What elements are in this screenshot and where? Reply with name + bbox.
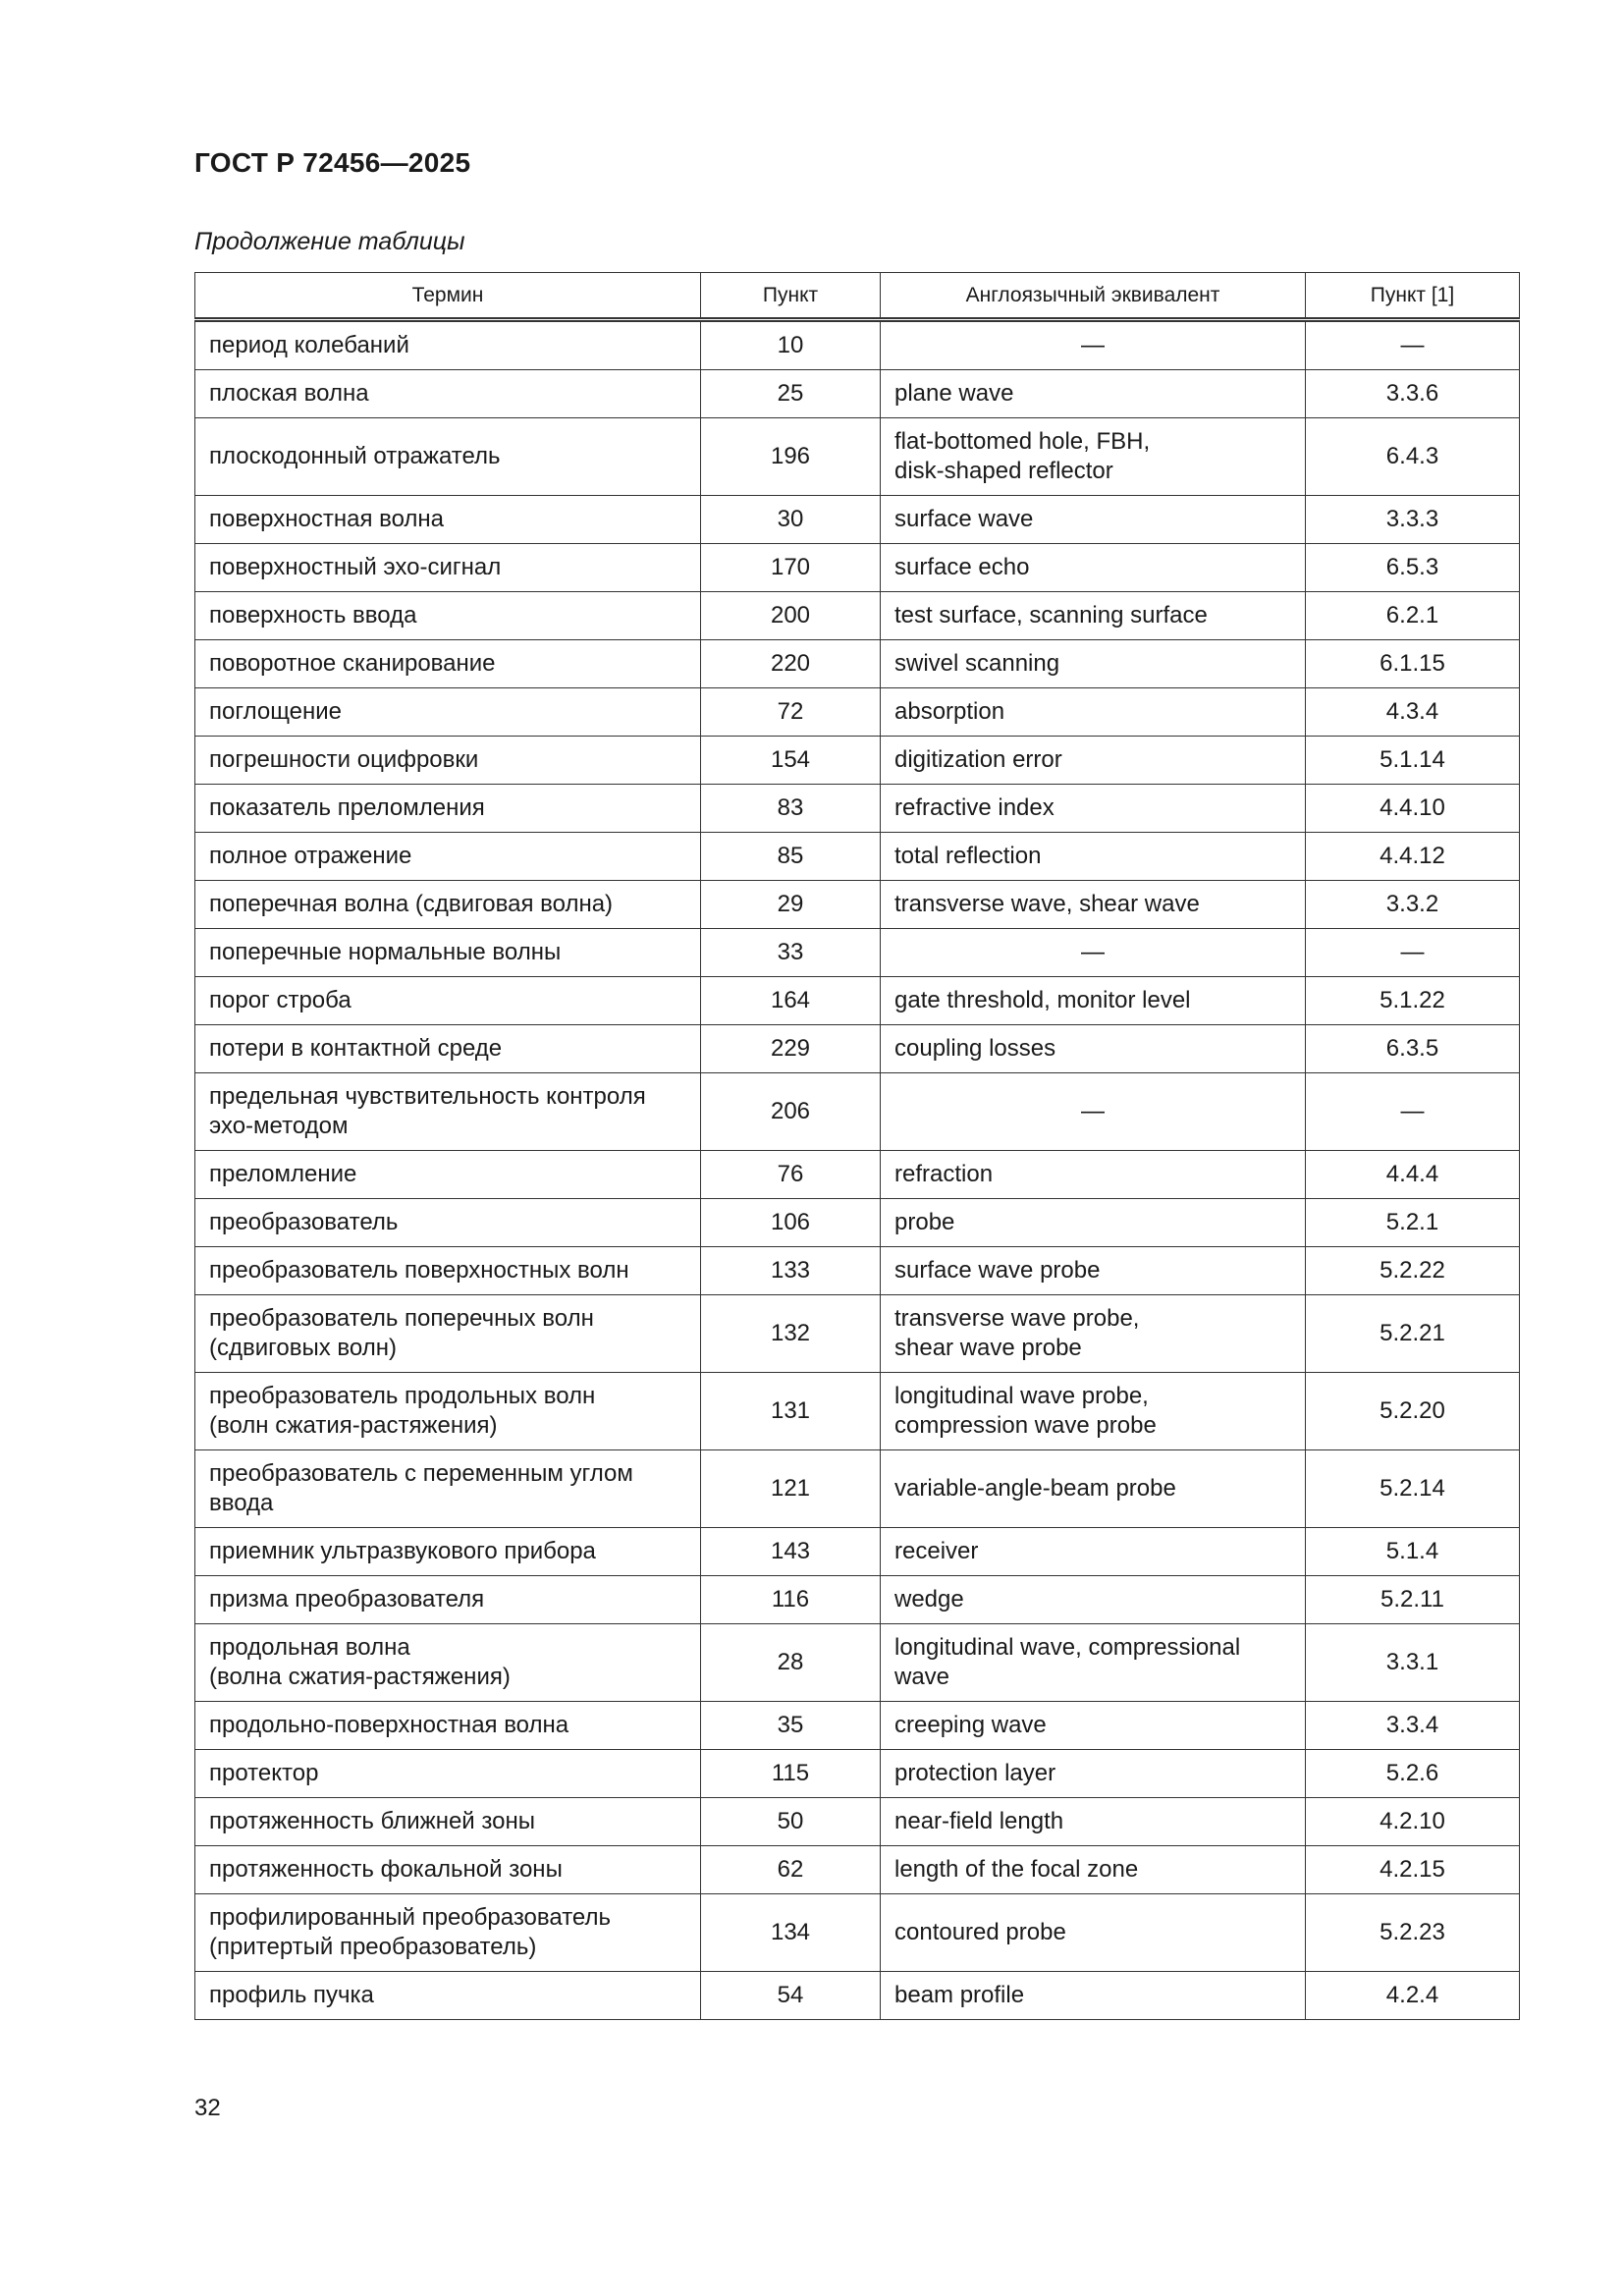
term-cell: поперечные нормальные волны: [195, 929, 701, 977]
clause-cell: 62: [701, 1846, 881, 1894]
column-header-term: Термин: [195, 273, 701, 320]
reference-clause-cell: 5.2.11: [1306, 1576, 1520, 1624]
table-row: [195, 640, 1520, 688]
term-cell: преобразователь поверхностных волн: [195, 1247, 701, 1295]
table-row: [195, 929, 1520, 977]
english-equivalent-cell: —: [881, 1073, 1306, 1151]
reference-clause-cell: 5.2.6: [1306, 1750, 1520, 1798]
clause-cell: 33: [701, 929, 881, 977]
table-row: [195, 370, 1520, 418]
term-cell: поверхностный эхо-сигнал: [195, 544, 701, 592]
clause-cell: 72: [701, 688, 881, 737]
clause-cell: 50: [701, 1798, 881, 1846]
english-equivalent-cell: refractive index: [881, 785, 1306, 833]
reference-clause-cell: 5.2.20: [1306, 1373, 1520, 1450]
clause-cell: 121: [701, 1450, 881, 1528]
english-equivalent-cell: transverse wave, shear wave: [881, 881, 1306, 929]
table-row: [195, 1624, 1520, 1702]
table-row: [195, 1972, 1520, 2020]
reference-clause-cell: 4.4.10: [1306, 785, 1520, 833]
terms-table: [194, 272, 1520, 2020]
clause-cell: 85: [701, 833, 881, 881]
table-row: [195, 688, 1520, 737]
clause-cell: 54: [701, 1972, 881, 2020]
table-row: [195, 1798, 1520, 1846]
term-cell: полное отражение: [195, 833, 701, 881]
reference-clause-cell: 5.2.14: [1306, 1450, 1520, 1528]
clause-cell: 28: [701, 1624, 881, 1702]
clause-cell: 25: [701, 370, 881, 418]
term-cell: порог строба: [195, 977, 701, 1025]
clause-cell: 10: [701, 320, 881, 370]
english-equivalent-cell: transverse wave probe, shear wave probe: [881, 1295, 1306, 1373]
term-cell: протяженность фокальной зоны: [195, 1846, 701, 1894]
clause-cell: 134: [701, 1894, 881, 1972]
english-equivalent-cell: surface wave: [881, 496, 1306, 544]
table-row: [195, 1528, 1520, 1576]
term-cell: продольная волна (волна сжатия-растяжения): [195, 1624, 701, 1702]
english-equivalent-cell: longitudinal wave, compressional wave: [881, 1624, 1306, 1702]
term-cell: профилированный преобразователь (притертый преобразователь): [195, 1894, 701, 1972]
reference-clause-cell: 6.3.5: [1306, 1025, 1520, 1073]
term-cell: преобразователь с переменным углом ввода: [195, 1450, 701, 1528]
term-cell: поглощение: [195, 688, 701, 737]
english-equivalent-cell: swivel scanning: [881, 640, 1306, 688]
english-equivalent-cell: surface wave probe: [881, 1247, 1306, 1295]
table-row: [195, 1199, 1520, 1247]
clause-cell: 229: [701, 1025, 881, 1073]
english-equivalent-cell: refraction: [881, 1151, 1306, 1199]
clause-cell: 131: [701, 1373, 881, 1450]
reference-clause-cell: 3.3.6: [1306, 370, 1520, 418]
english-equivalent-cell: —: [881, 929, 1306, 977]
term-cell: период колебаний: [195, 320, 701, 370]
clause-cell: 154: [701, 737, 881, 785]
clause-cell: 115: [701, 1750, 881, 1798]
term-cell: протектор: [195, 1750, 701, 1798]
clause-cell: 132: [701, 1295, 881, 1373]
table-row: [195, 592, 1520, 640]
table-row: [195, 1894, 1520, 1972]
english-equivalent-cell: wedge: [881, 1576, 1306, 1624]
term-cell: приемник ультразвукового прибора: [195, 1528, 701, 1576]
table-row: [195, 1450, 1520, 1528]
english-equivalent-cell: gate threshold, monitor level: [881, 977, 1306, 1025]
clause-cell: 106: [701, 1199, 881, 1247]
table-row: [195, 418, 1520, 496]
reference-clause-cell: 5.2.23: [1306, 1894, 1520, 1972]
english-equivalent-cell: flat-bottomed hole, FBH, disk-shaped reflector: [881, 418, 1306, 496]
clause-cell: 143: [701, 1528, 881, 1576]
english-equivalent-cell: —: [881, 320, 1306, 370]
table-row: [195, 1073, 1520, 1151]
table-row: [195, 881, 1520, 929]
english-equivalent-cell: beam profile: [881, 1972, 1306, 2020]
clause-cell: 196: [701, 418, 881, 496]
reference-clause-cell: 5.2.1: [1306, 1199, 1520, 1247]
term-cell: преобразователь продольных волн (волн сжатия-растяжения): [195, 1373, 701, 1450]
table-row: [195, 1295, 1520, 1373]
term-cell: поперечная волна (сдвиговая волна): [195, 881, 701, 929]
reference-clause-cell: 4.2.15: [1306, 1846, 1520, 1894]
reference-clause-cell: 4.4.12: [1306, 833, 1520, 881]
reference-clause-cell: —: [1306, 320, 1520, 370]
reference-clause-cell: 3.3.1: [1306, 1624, 1520, 1702]
english-equivalent-cell: receiver: [881, 1528, 1306, 1576]
table-header-row: [195, 273, 1520, 320]
table-row: [195, 1750, 1520, 1798]
clause-cell: 30: [701, 496, 881, 544]
english-equivalent-cell: surface echo: [881, 544, 1306, 592]
term-cell: погрешности оцифровки: [195, 737, 701, 785]
table-row: [195, 1846, 1520, 1894]
table-row: [195, 1025, 1520, 1073]
term-cell: предельная чувствительность контроля эхо-методом: [195, 1073, 701, 1151]
table-body: [195, 320, 1520, 2020]
english-equivalent-cell: total reflection: [881, 833, 1306, 881]
english-equivalent-cell: test surface, scanning surface: [881, 592, 1306, 640]
reference-clause-cell: 4.2.10: [1306, 1798, 1520, 1846]
table-row: [195, 785, 1520, 833]
clause-cell: 200: [701, 592, 881, 640]
clause-cell: 220: [701, 640, 881, 688]
english-equivalent-cell: absorption: [881, 688, 1306, 737]
reference-clause-cell: 5.2.22: [1306, 1247, 1520, 1295]
table-row: [195, 833, 1520, 881]
english-equivalent-cell: plane wave: [881, 370, 1306, 418]
term-cell: продольно-поверхностная волна: [195, 1702, 701, 1750]
english-equivalent-cell: near-field length: [881, 1798, 1306, 1846]
document-title: ГОСТ Р 72456—2025: [194, 147, 471, 178]
reference-clause-cell: —: [1306, 929, 1520, 977]
reference-clause-cell: 3.3.4: [1306, 1702, 1520, 1750]
clause-cell: 133: [701, 1247, 881, 1295]
term-cell: протяженность ближней зоны: [195, 1798, 701, 1846]
table-row: [195, 544, 1520, 592]
reference-clause-cell: 3.3.3: [1306, 496, 1520, 544]
column-header-reference-clause: Пункт [1]: [1306, 273, 1520, 320]
reference-clause-cell: —: [1306, 1073, 1520, 1151]
term-cell: плоскодонный отражатель: [195, 418, 701, 496]
term-cell: поверхностная волна: [195, 496, 701, 544]
term-cell: поворотное сканирование: [195, 640, 701, 688]
reference-clause-cell: 6.5.3: [1306, 544, 1520, 592]
term-cell: призма преобразователя: [195, 1576, 701, 1624]
reference-clause-cell: 5.1.4: [1306, 1528, 1520, 1576]
reference-clause-cell: 5.1.22: [1306, 977, 1520, 1025]
table-row: [195, 1151, 1520, 1199]
table-row: [195, 737, 1520, 785]
table-row: [195, 977, 1520, 1025]
clause-cell: 29: [701, 881, 881, 929]
term-cell: поверхность ввода: [195, 592, 701, 640]
clause-cell: 170: [701, 544, 881, 592]
clause-cell: 35: [701, 1702, 881, 1750]
column-header-clause: Пункт: [701, 273, 881, 320]
table-row: [195, 1373, 1520, 1450]
english-equivalent-cell: coupling losses: [881, 1025, 1306, 1073]
english-equivalent-cell: contoured probe: [881, 1894, 1306, 1972]
table-row: [195, 1702, 1520, 1750]
table-row: [195, 1247, 1520, 1295]
term-cell: преломление: [195, 1151, 701, 1199]
clause-cell: 206: [701, 1073, 881, 1151]
table-continuation-caption: Продолжение таблицы: [194, 228, 465, 255]
term-cell: преобразователь поперечных волн (сдвиговых волн): [195, 1295, 701, 1373]
english-equivalent-cell: creeping wave: [881, 1702, 1306, 1750]
term-cell: потери в контактной среде: [195, 1025, 701, 1073]
english-equivalent-cell: protection layer: [881, 1750, 1306, 1798]
reference-clause-cell: 4.2.4: [1306, 1972, 1520, 2020]
term-cell: показатель преломления: [195, 785, 701, 833]
english-equivalent-cell: probe: [881, 1199, 1306, 1247]
clause-cell: 76: [701, 1151, 881, 1199]
reference-clause-cell: 4.4.4: [1306, 1151, 1520, 1199]
english-equivalent-cell: longitudinal wave probe, compression wave probe: [881, 1373, 1306, 1450]
reference-clause-cell: 6.1.15: [1306, 640, 1520, 688]
table-row: [195, 1576, 1520, 1624]
reference-clause-cell: 5.1.14: [1306, 737, 1520, 785]
english-equivalent-cell: variable-angle-beam probe: [881, 1450, 1306, 1528]
table-row: [195, 496, 1520, 544]
reference-clause-cell: 3.3.2: [1306, 881, 1520, 929]
page-number: 32: [194, 2095, 221, 2121]
english-equivalent-cell: length of the focal zone: [881, 1846, 1306, 1894]
reference-clause-cell: 6.2.1: [1306, 592, 1520, 640]
reference-clause-cell: 4.3.4: [1306, 688, 1520, 737]
clause-cell: 116: [701, 1576, 881, 1624]
term-cell: профиль пучка: [195, 1972, 701, 2020]
table-row: [195, 320, 1520, 370]
column-header-english-equivalent: Англоязычный эквивалент: [881, 273, 1306, 320]
term-cell: плоская волна: [195, 370, 701, 418]
clause-cell: 83: [701, 785, 881, 833]
reference-clause-cell: 6.4.3: [1306, 418, 1520, 496]
english-equivalent-cell: digitization error: [881, 737, 1306, 785]
term-cell: преобразователь: [195, 1199, 701, 1247]
clause-cell: 164: [701, 977, 881, 1025]
reference-clause-cell: 5.2.21: [1306, 1295, 1520, 1373]
